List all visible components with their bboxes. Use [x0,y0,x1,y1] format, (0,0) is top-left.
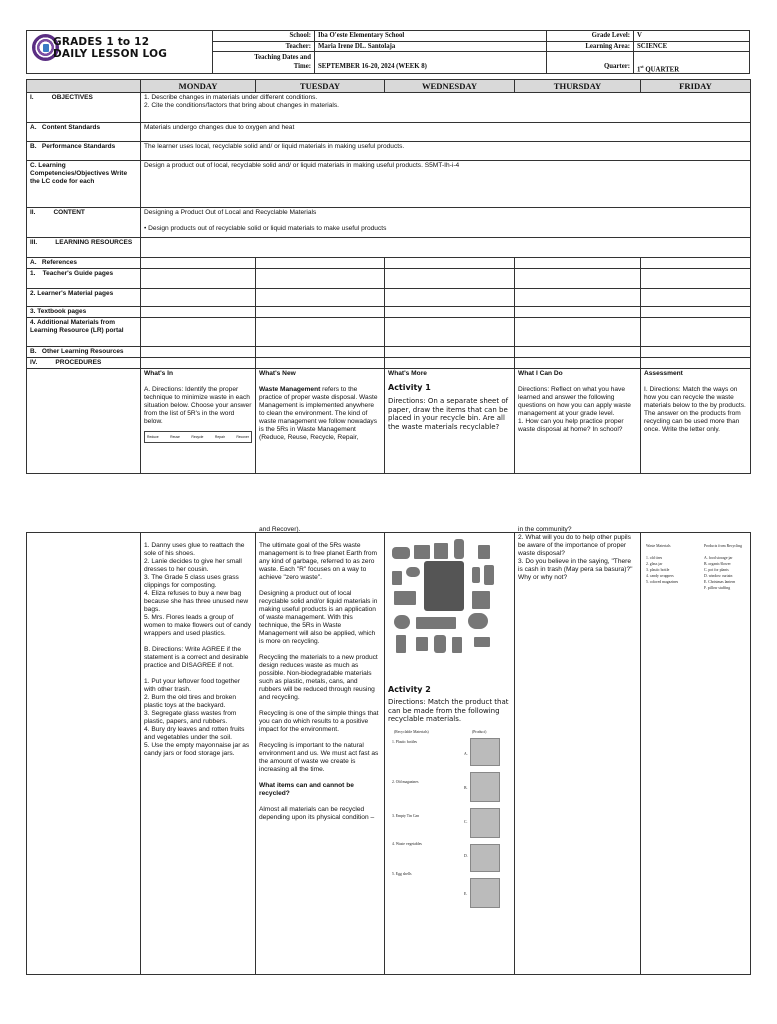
product-letter-c: C. [464,819,468,824]
product-item-e: E. Christmas lantern [704,580,736,584]
header-title-block [27,31,213,73]
activity1-heading: Activity 1 [388,383,431,393]
what-i-can-do-q1: 1. How can you help practice proper waste disposal at home? In school? [518,418,624,433]
header-row-teacher [213,42,749,53]
monday-part-b-directions: B. Directions: Write AGREE if the statement is a correct and desirable practice and DISAGREE if not. [144,646,249,669]
tuesday-para-5: Recycling is one of the simple things that you can do which results to a positive impact for the environment. [259,710,379,733]
additional-materials-label: 4. Additional Materials from Learning Resource (LR) portal [27,318,141,347]
whats-in-heading: What's In [144,370,174,377]
day-thursday: THURSDAY [515,80,641,93]
monday-procedure-cont [141,533,256,975]
tuesday-para-6: Recycling is important to the natural environment and us. We must act fast as the amount of waste we create is increasing all the time. [259,742,379,773]
objective-1: 1. Describe changes in materials under different conditions. [144,94,318,101]
dates-label-line2: Time: [293,63,311,70]
day-friday: FRIDAY [641,80,751,93]
word-recycle: Recycle [191,435,204,439]
waste-item-2: 2. glass jar [646,562,663,566]
assessment-directions: I. Directions: Match the ways on how you can recycle the waste materials below to the by products. The answer on the products from recycling can be used more than once. Write the letter only. [644,386,746,433]
jug-icon [434,635,446,653]
waste-management-definition: refers to the practice of proper waste disposal. Waste Management is implemented anywhere to clean the environment. The kind of waste management we follow nowadays is the 5Rs in Waste Management (Reduce, Reuse, Recycle, Repair, [259,386,378,441]
product-letter-d: D. [464,853,468,858]
recyclable-item-1: 1. Plastic bottles [392,739,417,744]
plate-icon [394,615,410,629]
learning-resources-label: III. LEARNING RESOURCES [27,238,141,258]
tuesday-procedure [256,369,385,474]
monday-b-item-3: 3. Segregate glass wastes from plastic, papers, and rubbers. [144,710,237,725]
whats-new-heading: What's New [259,370,296,377]
monday-item-4: 4. Eliza refuses to buy a new bag because she has three unused new bags. [144,590,249,613]
wednesday-procedure-cont [385,533,515,975]
five-rs-word-box [144,431,252,443]
thursday-procedure [515,369,641,474]
friday-procedure [641,369,751,474]
product-letter-e: E. [464,891,468,896]
monday-b-item-1: 1. Put your leftover food together with other trash. [144,678,241,693]
competencies-label: C. Learning Competencies/Objectives Write the LC code for each [27,161,141,208]
product-image-b [470,772,500,802]
quarter-num: 1 [637,66,641,74]
day-wednesday: WEDNESDAY [385,80,515,93]
spray-bottle-icon [472,567,480,583]
product-col-header: (Product) [472,729,487,734]
grade-value: V [637,32,642,39]
activity2-heading: Activity 2 [388,685,431,694]
product-letter-b: B. [464,785,468,790]
milk-carton-icon [452,637,462,653]
day-monday: MONDAY [141,80,256,93]
monday-b-item-5: 5. Use the empty mayonnaise jar as candy jars or food storage jars. [144,742,250,757]
page2-blank [27,533,141,975]
header-row-dates [213,52,749,73]
bottles-group-icon [416,637,428,651]
what-i-can-do-heading: What I Can Do [518,370,563,377]
wednesday-procedure [385,369,515,474]
appliance-icon [434,543,448,559]
monday-item-5: 5. Mrs. Flores leads a group of women to make flowers out of candy wrappers and used plastics. [144,614,252,637]
grade-label: Grade Level: [547,31,634,41]
monday-procedure [141,369,256,474]
lesson-table-page1 [26,79,751,474]
content-title: Designing a Product Out of Local and Recyclable Materials [144,209,317,216]
can-icon [478,545,490,559]
procedures-label: IV. PROCEDURES [27,358,141,369]
performance-standards-cell: The learner uses local, recyclable solid and/ or liquid materials in making useful products. [141,142,751,161]
tool-icon [474,637,490,647]
monday-b-item-2: 2. Burn the old tires and broken plastic toys at the backyard. [144,694,237,709]
product-item-a: A. food storage jar [704,556,733,560]
learning-resources-cell [141,238,751,258]
performance-standards-label: B. Performance Standards [27,142,141,161]
content-cell [141,208,751,238]
content-bullet: • Design products out of recyclable solid or liquid materials to make useful products [144,225,387,232]
quarter-value [634,52,749,73]
waste-item-3: 3. plastic bottle [646,568,670,572]
teachers-guide-label: 1. Teacher's Guide pages [27,269,141,289]
jar-icon [392,571,402,585]
box-icon [394,591,416,605]
header-info-grid [213,31,749,73]
header-block [26,30,750,74]
quarter-label: Quarter: [547,52,634,73]
friday-procedure-cont [641,533,751,975]
area-value: SCIENCE [637,42,668,50]
tuesday-procedure-cont [256,526,385,975]
product-letter-a: A. [464,751,468,756]
activity2-matching [388,728,511,918]
products-header: Products from Recycling [704,544,742,548]
recyclable-item-3: 3. Empty Tin Can [392,813,420,818]
content-label: II. CONTENT [27,208,141,238]
recyclable-item-4: 4. Waste vegetables [392,841,422,846]
tuesday-para-3: Designing a product out of local recyclable solid and/or liquid materials in making useful products is an application of waste management. With this technique, the 5Rs in Waste Management will also be applied, which is more on recycling. [259,590,378,645]
corner-cell [27,80,141,93]
school-value: Iba O'este Elementary School [315,31,547,41]
header-title-line1: GRADES 1 to 12 [53,36,150,48]
whats-new-text [259,386,381,442]
tuesday-para-4: Recycling the materials to a new product design reduces waste as much as possible. Non-biodegradable materials such as plastic, metals, cans, and rubbers will be reduced through reusing and recycling. [259,654,378,701]
activity2-directions: Directions: Match the product that can be made from the following recyclable materials. [388,698,509,724]
tuesday-para-7: Almost all materials can be recycled depending upon its physical condition – [259,806,375,821]
word-recover: Recover [236,435,249,439]
product-image-a [470,738,500,766]
thursday-q2: 2. What will you do to help other pupils be aware of the importance of proper waste disposal? [518,534,631,557]
tin-can-icon [396,635,406,653]
area-label: Learning Area: [547,42,634,52]
carton-icon [472,591,490,609]
dates-label [213,52,315,73]
recycle-bin-icon [424,561,464,611]
monday-item-2: 2. Lanie decides to give her small dresses to her cousin. [144,558,242,573]
thursday-q3: 3. Do you believe in the saying, "There is cash in trash (May pera sa basura)?" Why or why not? [518,558,633,581]
recyclable-item-2: 2. Old magazines [392,779,419,784]
other-resources-label: B. Other Learning Resources [27,347,141,358]
activity1-directions: Directions: On a separate sheet of paper, draw the items that can be placed in your recycle bin. Are all the waste materials recyclable? [388,397,509,432]
word-reduce: Reduce [147,435,159,439]
tuesday-para-2: The ultimate goal of the 5Rs waste management is to free planet Earth from any kind of garbage, referred to as zero waste. Each "R" focuses on a way to achieve "zero waste". [259,542,378,581]
dates-value: SEPTEMBER 16-20, 2024 (WEEK 8) [315,52,547,73]
product-image-d [470,844,500,872]
word-reuse: Reuse [170,435,180,439]
references-label: A. References [27,258,141,269]
whats-in-directions: A. Directions: Identify the proper technique to minimize waste in each situation below. Choose your answer from the list of 5R's in the word below. [144,386,252,425]
waste-materials-header: Waste Materials [646,544,671,548]
quarter-rest: QUARTER [643,66,680,74]
competencies-cell: Design a product out of local, recyclable solid and/ or liquid materials in making useful products. S5MT-Ih-i-4 [141,161,751,208]
dates-label-line1: Teaching Dates and [254,54,311,61]
waste-item-1: 1. old tires [646,556,663,560]
procedures-blank [27,369,141,474]
waste-management-term: Waste Management [259,386,321,393]
matching-table [644,544,747,614]
waste-item-4: 4. candy wrappers [646,574,674,578]
product-item-d: D. window curtain [704,574,733,578]
tuesday-question: What items can and cannot be recycled? [259,782,354,797]
recyclable-col-header: (Recyclable Materials) [394,729,429,734]
ball-icon [468,613,488,629]
recyclables-illustration [388,537,511,685]
waste-item-5: 5. colored magazines [646,580,679,584]
product-item-b: B. organic/flower [704,562,731,566]
day-tuesday: TUESDAY [256,80,385,93]
thursday-procedure-cont [515,526,641,975]
learners-material-label: 2. Learner's Material pages [27,289,141,307]
bottle-icon [454,539,464,559]
header-row-school [213,31,749,42]
whats-more-heading: What's More [388,370,427,377]
objectives-label: I. OBJECTIVES [27,93,141,123]
product-image-e [470,878,500,908]
radio-icon [414,545,430,559]
monday-item-3: 3. The Grade 5 class uses grass clippings for composting. [144,574,239,589]
lesson-table-page2 [26,526,751,975]
quarter-sup: st [640,64,644,69]
header-title-line2: DAILY LESSON LOG [53,48,168,60]
thursday-continuation: in the community? [518,526,572,533]
product-item-f: F. pillow stuffing [704,586,731,590]
tuesday-continuation: and Recover). [259,526,301,533]
plastic-container-icon [406,567,420,577]
word-repair: Repair [214,435,225,439]
school-label: School: [213,31,315,41]
teacher-label: Teacher: [213,42,315,52]
newspaper-icon [416,617,456,629]
detergent-bottle-icon [484,565,494,585]
content-standards-label: A. Content Standards [27,123,141,142]
monday-item-1: 1. Danny uses glue to reattach the sole of his shoes. [144,542,245,557]
monday-b-item-4: 4. Bury dry leaves and rotten fruits and vegetables under the soil. [144,726,245,741]
objectives-cell [141,93,751,123]
product-image-c [470,808,500,838]
assessment-heading: Assessment [644,370,683,377]
recyclable-item-5: 5. Egg shells [392,871,412,876]
textbook-label: 3. Textbook pages [27,307,141,318]
glass-jar-icon [392,547,410,559]
teacher-value: Maria Irene DL. Santolaja [315,42,547,52]
objective-2: 2. Cite the conditions/factors that bring about changes in materials. [144,102,339,109]
content-standards-cell: Materials undergo changes due to oxygen and heat [141,123,751,142]
what-i-can-do-directions: Directions: Reflect on what you have learned and answer the following questions on how you can apply waste management at your grade level. [518,386,631,417]
product-item-c: C. pot for plants [704,568,729,572]
